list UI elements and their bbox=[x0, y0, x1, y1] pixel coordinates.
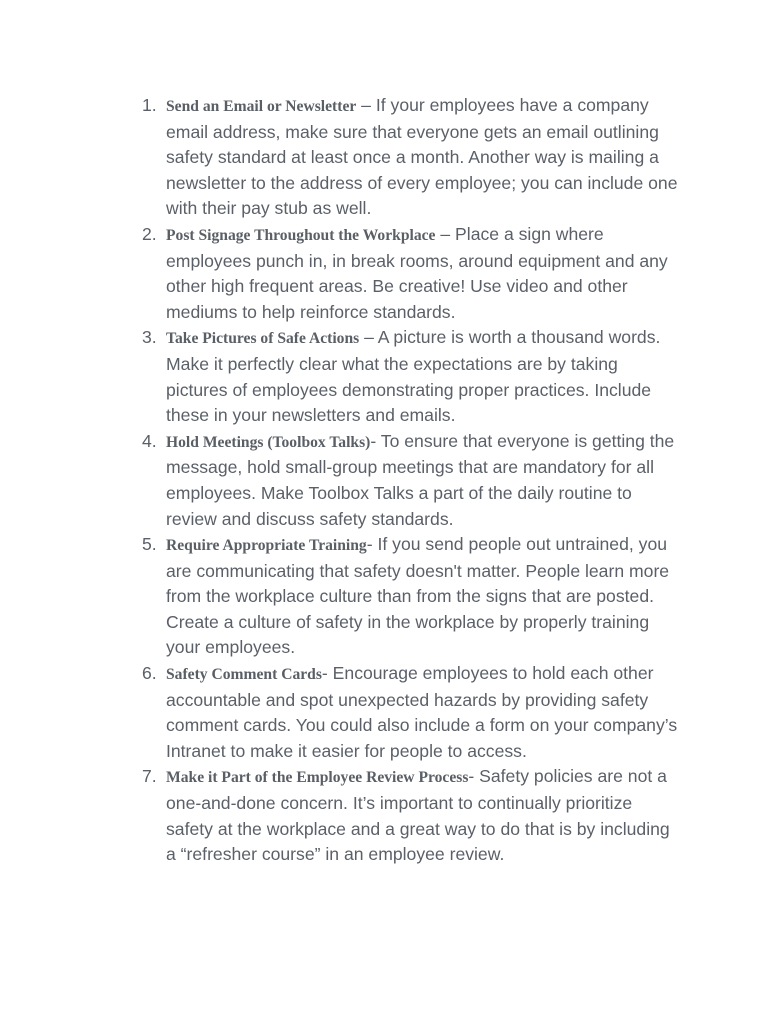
list-item bbox=[137, 532, 682, 661]
item-text: - To ensure that everyone is getting the message, hold small-group meetings that are mandatory for all employees. Make Toolbox Talks a part of the daily routine to review and discuss safety standards. bbox=[166, 430, 675, 529]
item-heading: Take Pictures of Safe Actions bbox=[166, 330, 360, 348]
list-item bbox=[137, 325, 682, 428]
item-heading: Require Appropriate Training bbox=[166, 537, 367, 555]
item-heading: Safety Comment Cards bbox=[166, 666, 322, 684]
list-number: 2. bbox=[142, 223, 157, 244]
item-heading: Send an Email or Newsletter bbox=[166, 98, 357, 115]
item-text: - Safety policies are not a one-and-done concern. It’s important to continually prioritize safety at the workplace and a great way to do that is by including a “refresher course” in an employee review. bbox=[166, 766, 670, 865]
item-heading: Hold Meetings (Toolbox Talks) bbox=[166, 433, 371, 451]
list-number: 6. bbox=[142, 663, 157, 684]
list-item bbox=[137, 93, 682, 222]
list-item bbox=[137, 661, 682, 764]
item-text: – If your employees have a company email address, make sure that everyone gets an email outlining safety standard at least once a month. Another way is mailing a newsletter to the address of every employee; you can include one with their pay stub as well. bbox=[166, 95, 678, 219]
list-item bbox=[137, 764, 682, 867]
item-text: - Encourage employees to hold each other accountable and spot unexpected hazards by providing safety comment cards. You could also include a form on your company’s Intranet to make it easier for people to access. bbox=[166, 663, 678, 761]
safety-tips-list bbox=[137, 93, 682, 868]
list-item bbox=[137, 429, 682, 532]
list-number: 4. bbox=[142, 430, 157, 451]
item-text: – Place a sign where employees punch in, in break rooms, around equipment and any other high frequent areas. Be creative! Use video and other mediums to help reinforce standards. bbox=[166, 223, 668, 322]
item-heading: Make it Part of the Employee Review Process bbox=[166, 769, 469, 787]
item-text: – A picture is worth a thousand words. Make it perfectly clear what the expectations are by taking pictures of employees demonstrating proper practices. Include these in your newsletters and emails. bbox=[166, 327, 661, 426]
list-number: 3. bbox=[142, 327, 157, 348]
list-item bbox=[137, 222, 682, 325]
item-heading: Post Signage Throughout the Workplace bbox=[166, 226, 436, 244]
item-text: - If you send people out untrained, you are communicating that safety doesn't matter. People learn more from the workplace culture than from the signs that are posted. Create a culture of safety in the workplace by properly training your employees. bbox=[166, 534, 670, 658]
list-number: 5. bbox=[142, 534, 157, 555]
list-number: 1. bbox=[142, 95, 157, 115]
list-number: 7. bbox=[142, 766, 157, 787]
